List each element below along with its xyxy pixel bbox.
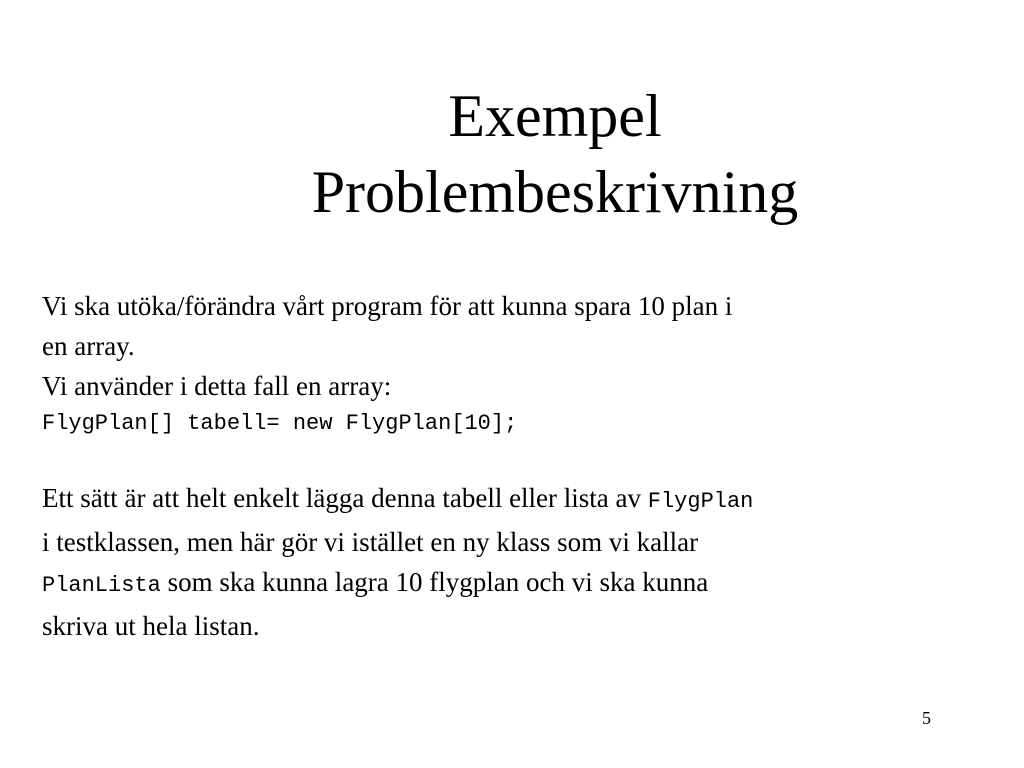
body-line-2: en array. (42, 331, 135, 361)
title-line-1: Exempel (448, 83, 662, 149)
body-line-5: i testklassen, men här gör vi istället en ny klass som vi kallar (42, 527, 699, 557)
title-line-2: Problembeskrivning (311, 159, 799, 225)
body-line-4 (42, 478, 962, 522)
slide-body (42, 286, 962, 646)
class-name-planlista: PlanLista (42, 573, 161, 598)
body-line-7: skriva ut hela listan. (42, 611, 260, 641)
paragraph-gap (42, 442, 962, 478)
class-name-flygplan: FlygPlan (647, 489, 754, 514)
body-line-1: Vi ska utöka/förändra vårt program för att kunna spara 10 plan i (42, 291, 733, 321)
body-line-6-text: som ska kunna lagra 10 flygplan och vi ska kunna (160, 567, 709, 597)
body-line-6 (42, 562, 962, 606)
page-number: 5 (922, 708, 931, 728)
code-snippet: FlygPlan[] tabell= new FlygPlan[10]; (42, 411, 518, 436)
body-line-3: Vi använder i detta fall en array: (42, 371, 392, 401)
body-line-4-text: Ett sätt är att helt enkelt lägga denna tabell eller lista av (42, 483, 648, 513)
slide-title (200, 78, 910, 230)
